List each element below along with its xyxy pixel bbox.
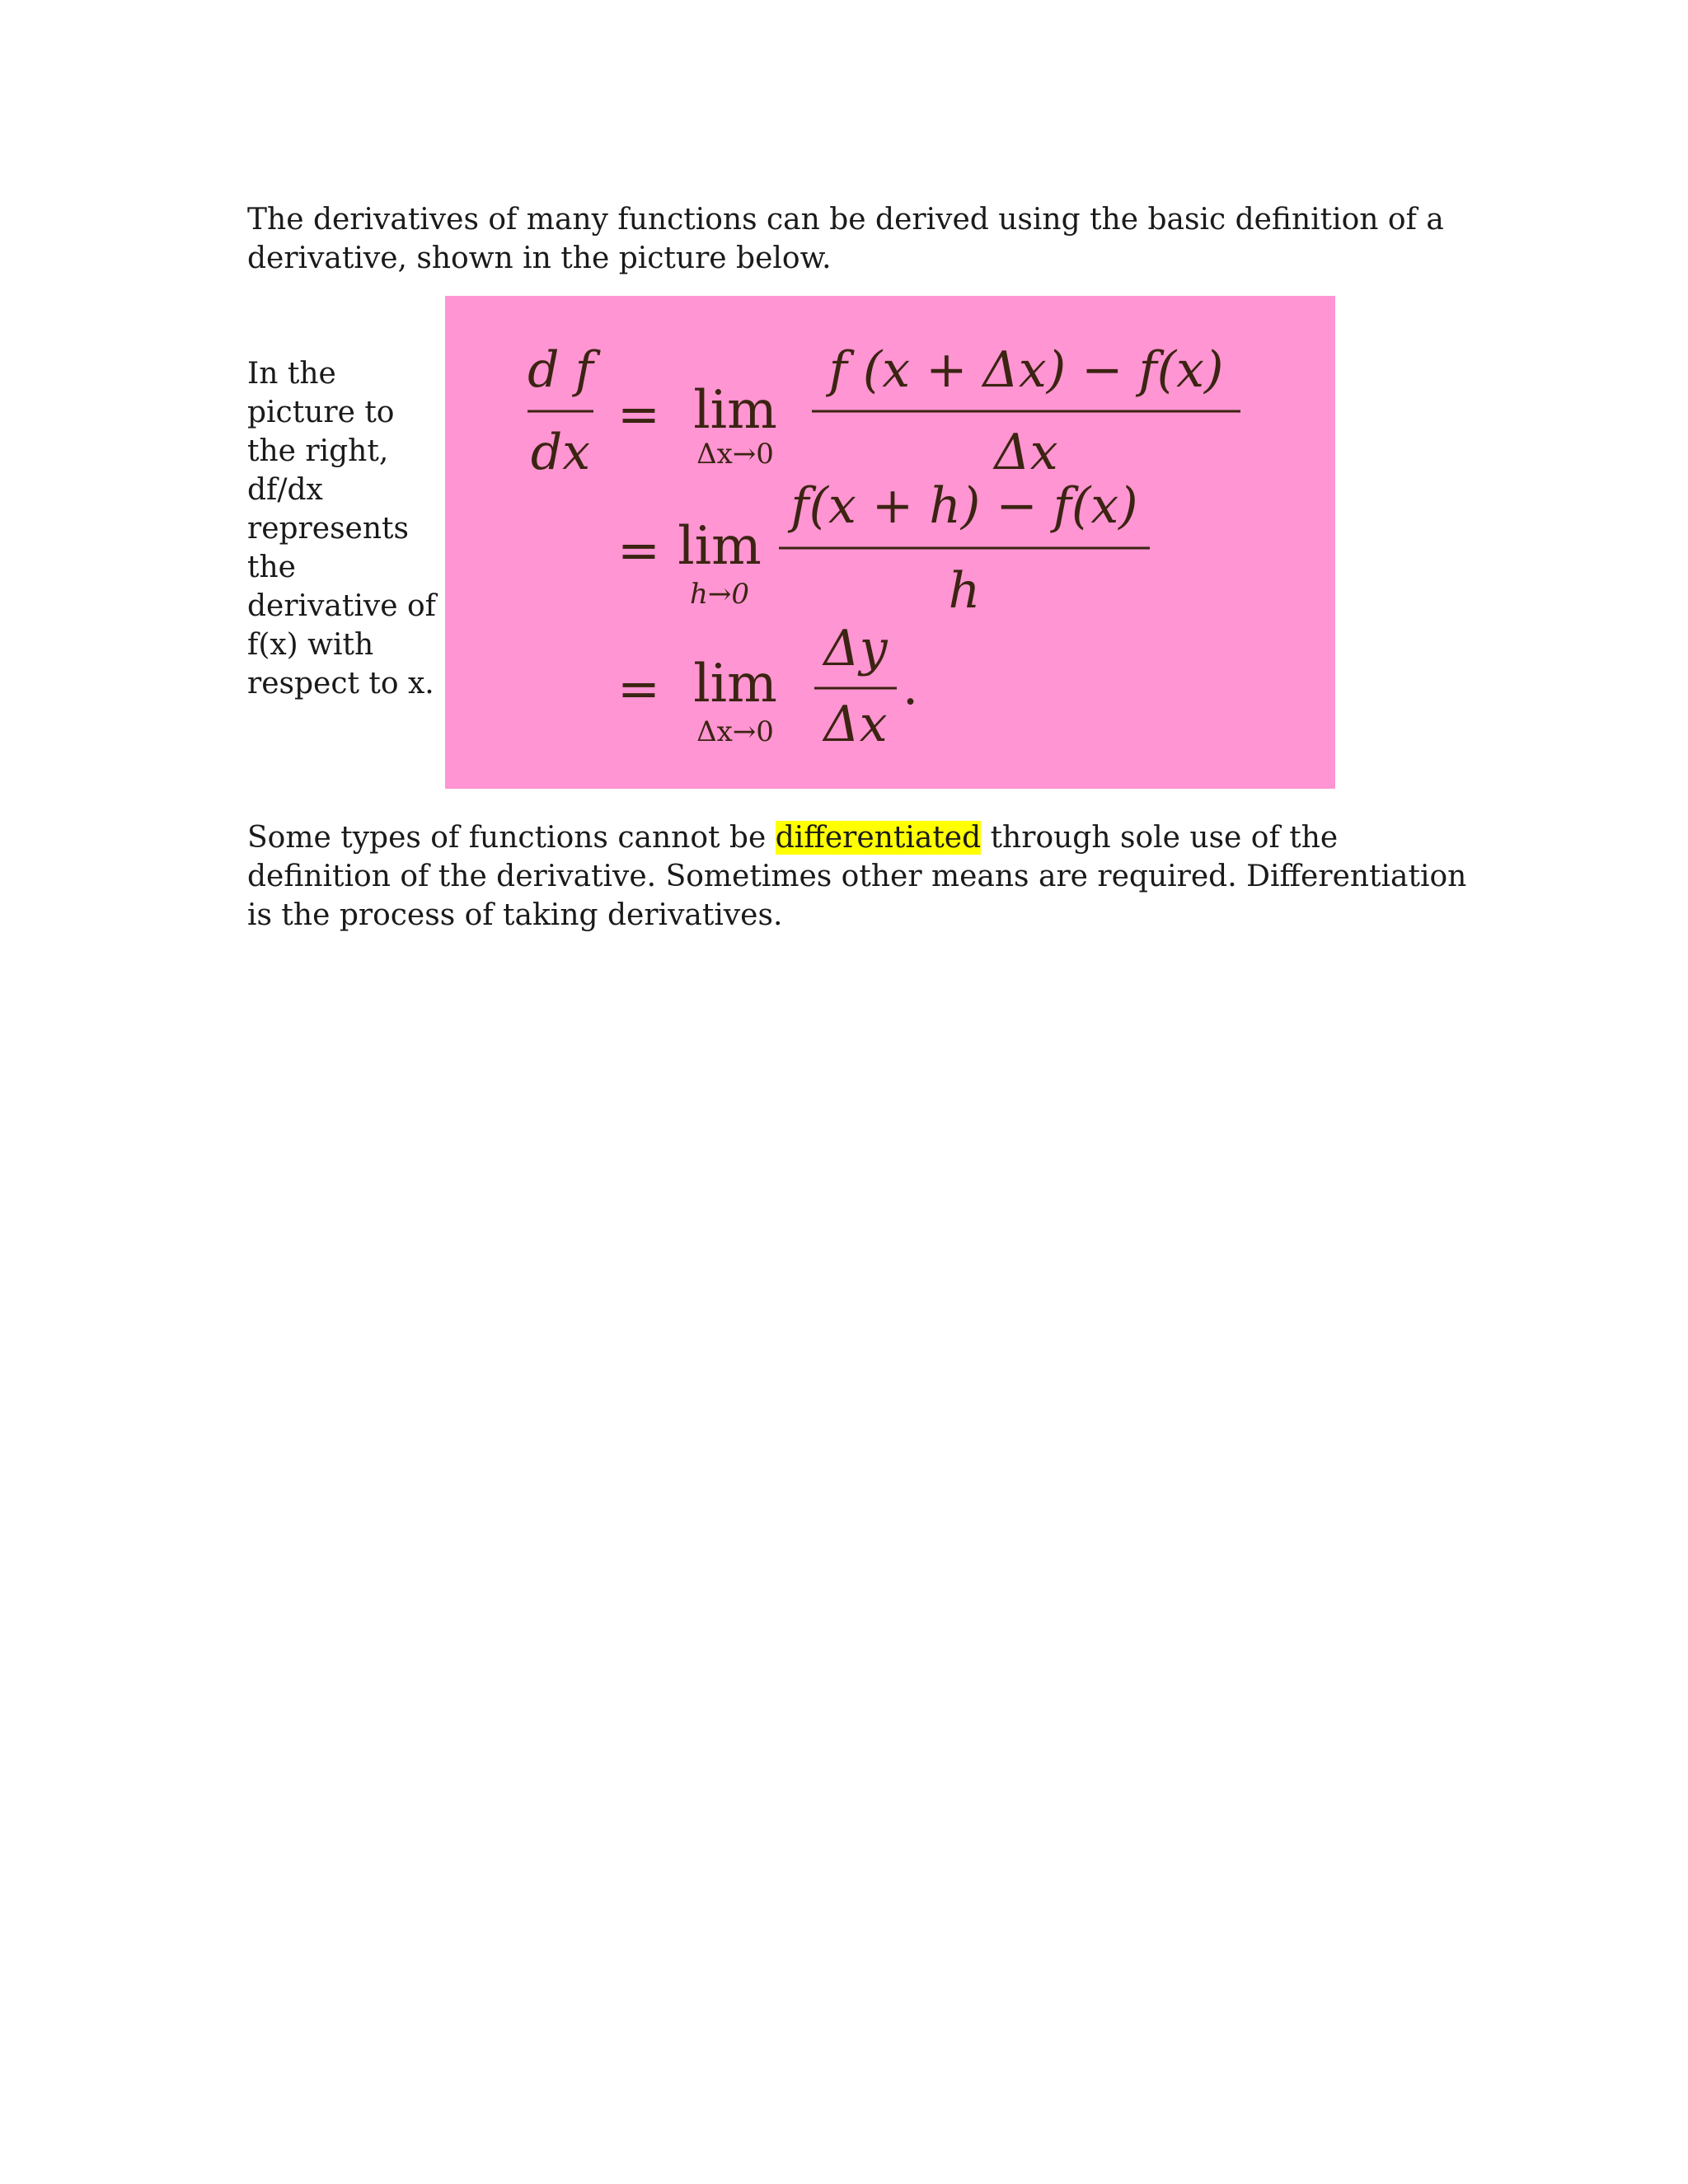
derivative-definition-image — [445, 296, 1335, 789]
row1-lim-subscript: Δx→0 — [696, 438, 774, 471]
row3-period: . — [903, 658, 919, 716]
formula-svg — [445, 296, 1335, 789]
row1-lim: lim — [693, 380, 777, 441]
row2-denominator: h — [948, 562, 981, 620]
row1-numerator: f (x + Δx) − f(x) — [828, 341, 1224, 399]
lhs-denominator: dx — [530, 424, 591, 481]
row2-numerator: f(x + h) − f(x) — [790, 477, 1138, 535]
row3-denominator: Δx — [823, 696, 888, 753]
row3-numerator: Δy — [823, 620, 888, 677]
row3-lim-subscript: Δx→0 — [696, 715, 774, 748]
row2-equals: = — [617, 520, 660, 580]
intro-paragraph: The derivatives of many functions can be derived using the basic definition of a derivative, shown in the picture below. — [247, 203, 1444, 275]
row2-lim-subscript: h→0 — [689, 578, 750, 611]
outro-paragraph — [247, 818, 1467, 935]
row3-equals: = — [617, 658, 660, 719]
lhs-numerator: d f — [528, 341, 593, 399]
outro-text-after: through sole use of the definition of the derivative. Sometimes other means are required. Differentiation is the process of taking derivatives. — [247, 821, 1467, 932]
row2-lim: lim — [678, 516, 762, 577]
row1-equals: = — [617, 384, 660, 444]
side-note-paragraph: In the picture to the right, df/dx represents the derivative of f(x) with respect to x. — [247, 357, 436, 701]
outro-text-before: Some types of functions cannot be — [247, 821, 776, 855]
highlighted-word: differentiated — [775, 821, 982, 855]
row3-lim: lim — [693, 654, 777, 715]
row1-denominator: Δx — [994, 424, 1058, 481]
